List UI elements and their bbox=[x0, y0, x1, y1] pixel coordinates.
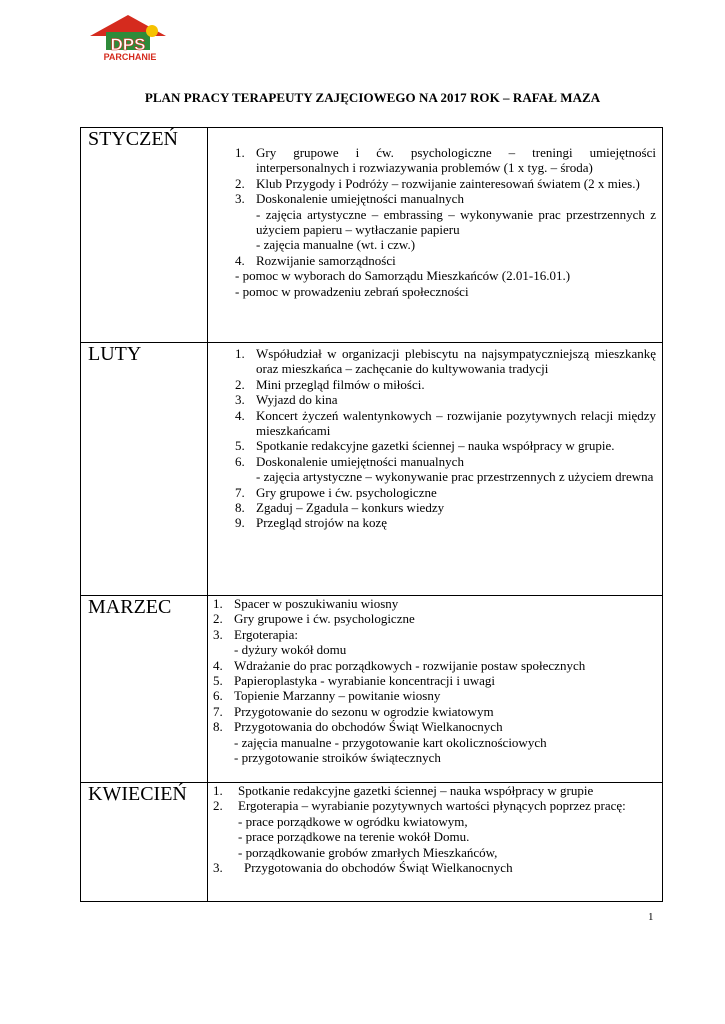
list-item: 5. Spotkanie redakcyjne gazetki ściennej – nauka współpracy w grupie. bbox=[235, 438, 615, 454]
sub-item: - zajęcia artystyczne – wykonywanie prac przestrzennych z użyciem drewna bbox=[256, 469, 654, 485]
document-title: PLAN PRACY TERAPEUTY ZAJĘCIOWEGO NA 2017 ROK – RAFAŁ MAZA bbox=[144, 90, 601, 105]
month-name: LUTY bbox=[88, 343, 142, 365]
sub-item: - pomoc w prowadzeniu zebrań społeczności bbox=[235, 283, 469, 299]
page-number: 1 bbox=[648, 911, 654, 923]
list-item: 5. Papieroplastyka - wyrabianie koncentracji i uwagi bbox=[213, 673, 495, 689]
sub-item: - zajęcia manualne - przygotowanie kart okolicznościowych bbox=[234, 734, 547, 750]
month-name: KWIECIEŃ bbox=[88, 783, 187, 805]
list-item: 8. Zgaduj – Zgadula – konkurs wiedzy bbox=[235, 500, 445, 516]
list-item: 2. Ergoterapia – wyrabianie pozytywnych wartości płynących poprzez pracę: bbox=[213, 798, 626, 814]
sub-item: - porządkowanie grobów zmarłych Mieszkańców, bbox=[238, 844, 498, 860]
list-item: 3. Wyjazd do kina bbox=[235, 392, 338, 408]
month-row-march bbox=[81, 596, 663, 783]
list-item: 3. Przygotowania do obchodów Świąt Wielkanocnych bbox=[213, 860, 513, 876]
month-row-january bbox=[81, 128, 663, 343]
list-item: 4. Wdrażanie do prac porządkowych - rozwijanie postaw społecznych bbox=[213, 657, 586, 673]
list-item: 6. Topienie Marzanny – powitanie wiosny bbox=[213, 688, 441, 704]
list-item: 8. Przygotowania do obchodów Świąt Wielkanocnych bbox=[213, 719, 503, 735]
list-item: 2. Mini przegląd filmów o miłości. bbox=[235, 376, 425, 392]
month-cell bbox=[81, 128, 208, 343]
plan-table bbox=[80, 127, 663, 902]
month-name: STYCZEŃ bbox=[88, 128, 178, 150]
activities-cell bbox=[208, 596, 663, 783]
logo-subtext: PARCHANIE bbox=[103, 52, 157, 62]
month-row-april bbox=[81, 783, 663, 902]
list-item: 4. Rozwijanie samorządności bbox=[235, 252, 396, 268]
list-item: 1. Spotkanie redakcyjne gazetki ściennej – nauka współpracy w grupie bbox=[213, 783, 594, 798]
list-item: 7. Gry grupowe i ćw. psychologiczne bbox=[235, 484, 437, 500]
month-cell bbox=[81, 783, 208, 902]
month-cell bbox=[81, 596, 208, 783]
sub-item: - przygotowanie stroików świątecznych bbox=[234, 750, 441, 766]
activities-cell bbox=[208, 128, 663, 343]
logo-text: DPS bbox=[110, 35, 146, 54]
sub-item: - pomoc w wyborach do Samorządu Mieszkańców (2.01-16.01.) bbox=[235, 268, 571, 284]
sub-item: - zajęcia manualne (wt. i czw.) bbox=[256, 237, 416, 253]
list-item: 2. Gry grupowe i ćw. psychologiczne bbox=[213, 611, 415, 627]
list-item: 1. Współudział w organizacji plebiscytu na najsympatyczniejszą mieszkankę oraz mieszkańca – zachęcanie do kultywowania tradycji bbox=[235, 346, 656, 377]
month-row-february bbox=[81, 343, 663, 596]
list-item: 1. Spacer w poszukiwaniu wiosny bbox=[213, 596, 399, 611]
sub-item: - dyżury wokół domu bbox=[234, 642, 347, 658]
list-item: 1. Gry grupowe i ćw. psychologiczne – treningi umiejętności interpersonalnych i rozwiazywania problemów (1 x tyg. – środa) bbox=[235, 145, 656, 176]
list-item: 9. Przegląd strojów na kozę bbox=[235, 515, 388, 531]
sub-item: - zajęcia artystyczne – embrassing – wykonywanie prac przestrzennych z użyciem papieru – wytłaczanie papieru bbox=[256, 206, 656, 238]
list-item: 3. Ergoterapia: bbox=[213, 626, 299, 642]
list-item: 2. Klub Przygody i Podróży – rozwijanie zainteresowań światem (2 x mies.) bbox=[235, 175, 640, 191]
list-item: 7. Przygotowanie do sezonu w ogrodzie kwiatowym bbox=[213, 703, 494, 719]
sub-item: - prace porządkowe na terenie wokół Domu. bbox=[238, 829, 470, 845]
list-item: 4. Koncert życzeń walentynkowych – rozwijanie pozytywnych relacji między mieszkańcami bbox=[235, 407, 656, 439]
dps-parchanie-logo bbox=[84, 12, 180, 62]
activities-cell bbox=[208, 343, 663, 596]
month-cell bbox=[81, 343, 208, 596]
sun-icon bbox=[146, 25, 158, 37]
month-name: MARZEC bbox=[88, 596, 172, 618]
activities-cell bbox=[208, 783, 663, 902]
sub-item: - prace porządkowe w ogródku kwiatowym, bbox=[238, 813, 468, 829]
list-item: 3. Doskonalenie umiejętności manualnych bbox=[235, 191, 464, 207]
list-item: 6. Doskonalenie umiejętności manualnych bbox=[235, 453, 464, 469]
